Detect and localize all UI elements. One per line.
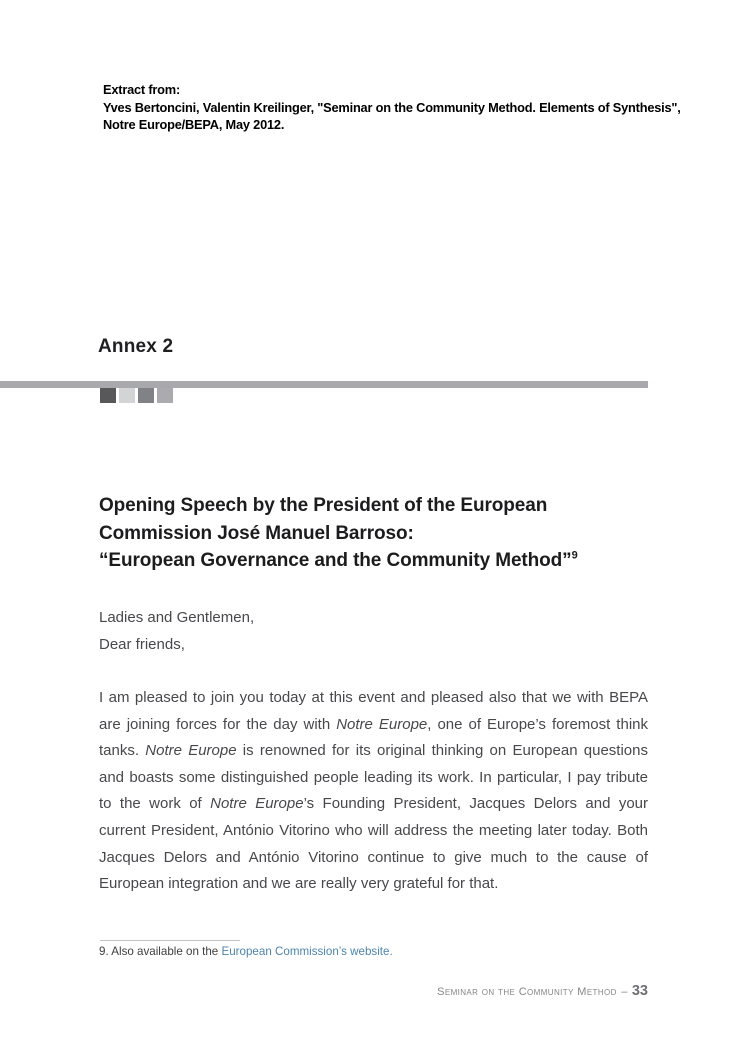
extract-line: Yves Bertoncini, Valentin Kreilinger, "Seminar on the Community Method. Elements of Synthesis", (103, 99, 681, 115)
footnote-text: Also available on the (111, 945, 219, 958)
paragraph-segment-italic: Notre Europe (336, 715, 428, 733)
page-footer (437, 982, 648, 1000)
extract-line: Extract from: (103, 82, 181, 97)
footer-separator: – (621, 986, 628, 998)
footnote-divider (100, 940, 240, 941)
extract-citation-block (103, 81, 681, 134)
divider-square (138, 388, 154, 403)
footer-page-number: 33 (631, 983, 648, 999)
divider-square (100, 388, 116, 403)
speech-paragraph (99, 685, 648, 898)
speech-title-line-text: “European Governance and the Community Method” (99, 550, 572, 571)
speech-title-line: Commission José Manuel Barroso: (99, 522, 414, 544)
speech-title-line: Opening Speech by the President of the European (99, 495, 548, 516)
divider-squares (100, 388, 173, 403)
footnote-reference: 9 (571, 549, 578, 562)
paragraph-segment-italic: Notre Europe (210, 795, 304, 813)
footnote-link[interactable]: European Commission’s website. (221, 945, 393, 958)
paragraph-segment: ’s Founding President, Jacques Delors and your current President, António Vitorino who will address the meeting later today. Both Jacques Delors and António Vitorino continue to give much to the cause of European integration and we are really very grateful for that. (99, 795, 649, 893)
salutation-block (99, 604, 254, 658)
divider-square (157, 388, 173, 403)
footnote (99, 945, 393, 958)
footer-title: Seminar on the Community Method (437, 986, 617, 998)
speech-title (99, 492, 578, 575)
paragraph-segment: , one of Europe’s foremost think tanks. (99, 715, 648, 760)
footnote-number: 9. (99, 945, 109, 958)
paragraph-segment-italic: Notre Europe (145, 742, 237, 760)
paragraph-segment: is renowned for its original thinking on European questions and boasts some distinguished people leading its work. In particular, I pay tribute to the work of (99, 742, 648, 813)
annex-heading: Annex 2 (98, 336, 174, 357)
extract-line: Notre Europe/BEPA, May 2012. (103, 117, 285, 132)
speech-title-line (99, 547, 578, 575)
salutation-line: Dear friends, (99, 636, 185, 653)
divider-square (119, 388, 135, 403)
paragraph-segment: I am pleased to join you today at this event and pleased also that we with BEPA are joining forces for the day with (99, 689, 648, 733)
section-divider-bar (0, 381, 648, 388)
salutation-line: Ladies and Gentlemen, (99, 609, 255, 626)
